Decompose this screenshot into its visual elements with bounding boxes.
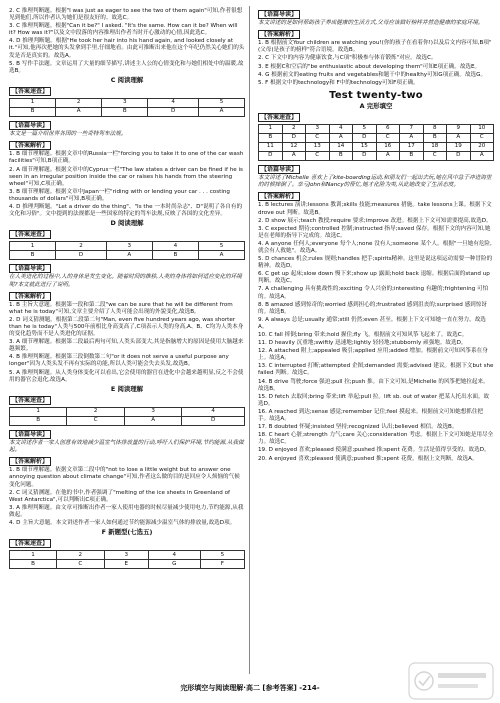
detail-line: 15. D fetch 去取回;bring 带来;lift 举起;pull 拉。lift sb. out of water 把某人托出水面。故选D。 [258,393,490,407]
table-cell: 1 [10,551,57,560]
detail-line: 3. E 根据C和空后的"be enthusiastic about developing them"可知E项正确。故选E。 [258,63,481,70]
table-cell: A [282,152,306,161]
detail-line: 2. C 词义猜测题。在他的书中,作者强调了"melting of the ice sheets in Greenland of West Antarctica",可以判断出C项正确。 [9,489,230,503]
table-cell: C [57,560,105,569]
table-cell: 2 [56,242,107,251]
table-cell: A [125,416,182,425]
table-cell: D [148,108,199,117]
detail-line: 12. A attached 附上;appealed 吸引;applied 应用;added 增加。根据前文可知风筝系在身上。故选A。 [258,348,488,362]
table-cell: D [56,251,107,260]
guide-label: 【语篇导读】 [258,10,300,19]
table-cell: C [470,134,494,143]
guide-text: 本文是一篇介绍世界各国的一些奇特驾车法规。 [9,131,127,138]
guide-text: 在人类进化的过程中,人的身体是发生变化。随着时间的推移,人类的身体将如何适应变化的环境呢?本文就此进行了说明。 [9,274,242,288]
table-cell: 15 [353,143,377,152]
detail-line: 9. A always 总是;usually 通常;still 仍然;even 甚至。根据上下文可知她一直在努力。故选A。 [258,316,486,330]
table-cell: 19 [447,143,471,152]
answer-table-d [9,241,245,260]
answer-table-c [9,98,245,117]
table-cell: 10 [470,125,494,134]
table-cell: 1 [10,407,67,416]
table-cell: A [56,108,102,117]
table-cell: A [329,134,353,143]
table-cell: 7 [400,125,424,134]
guide-label: 【语篇导读】 [9,121,51,130]
section-a-title: A 完形填空 [359,101,393,110]
table-cell: 3 [125,407,182,416]
table-cell: D [282,134,306,143]
section-c-title: C 阅读理解 [110,75,144,84]
table-cell: A [106,251,152,260]
answer-check-label: 【答案速查】 [9,539,51,548]
table-cell: D [353,152,377,161]
section-e-title: E 阅读理解 [110,384,144,393]
detail-line: 4. A anyone 任何人;everyone 每个人;none 没有人;someone 某个人。根据"一旦她有危险,就会有人救她"。故选A。 [258,240,492,254]
detail-line: 3. C expected 期待;controlled 控制;instructed 指导;saved 保存。根据下文的内容可知,她是在老师的指导下完成的。故选C。 [258,225,491,239]
detail-line: 5. F 根据文中的technology和 F中的technology可知F项正确。 [258,79,419,86]
table-cell: 3 [306,125,330,134]
detail-line: 2. D 词义猜测题。根据第二段第二句"Man, even five hundred years ago, was shorter than he is today"人类与500年前相比身高变高了,C项表示人类的身高,A、B、C均为人类本身的变化趋势而不是人类进化的证据。 [9,316,244,338]
table-cell: G [148,560,200,569]
left-column [9,8,245,571]
test-title: Test twenty-two [329,89,423,101]
answer-table-e [9,407,245,426]
detail-line: 8. B amazed 感到惊奇的;worried 感到担心的;frustrated 感到沮丧的;surprised 感到惊讶的。故选B。 [258,301,487,315]
table-cell: A [400,134,424,143]
table-cell: B [400,152,424,161]
detail-line: 3. A 推理判断题。由文章可推断出作者一家人使用电器的时候尽量减少使用电力,节约能源,从我做起。 [9,504,244,518]
guide-text: 本文讲述了Michelle 喜欢上了kite-boarding运动,和朋友们一起出去玩,她在风中急于冲进海里的时候摔倒了。幸亏John和Nancy的帮忙,她才化险为夷,从此她改变了生活态度。 [258,175,492,189]
table-cell: A [376,152,400,161]
detail-label: 【答案解析】 [9,141,51,150]
table-cell: 2 [282,125,306,134]
table-cell: C [376,134,400,143]
table-cell: 9 [447,125,471,134]
table-cell: 11 [259,143,283,152]
table-cell: C [306,152,330,161]
table-cell: 2 [56,99,102,108]
detail-line: 11. D heavily 沉重地;swiftly 迅速地;lightly 轻轻地;stubbornly 顽强地。故选D。 [258,340,467,347]
table-cell: 3 [106,242,152,251]
detail-line: 10. C fall 摔倒;bring 带来;hold 握住;fly 飞。根据前文可知风筝飞起来了。故选C。 [258,332,468,338]
detail-line: 2. A 细节理解题。根据文章中的Cyprus一栏"The law states a driver can be fined if he is seen in an irregular position inside the car or raises his hands from the steering wheel"可知,C项正确。 [9,166,243,187]
intro-line: 5. B 写作手法题。文章运用了大量的细节描写,讲述主人公的心情变化和与她们相处中的温暖,故选B。 [9,60,244,74]
detail-line: 2. C 下文中的内容为健康饮食,与C项"积极参与体育锻炼"对应。故选C。 [258,55,437,62]
detail-line: 5. A 推理判断题。从人类身体变化可以看出,它会使用的器官在进化中会越来越明显,反之不会使用的器官会退化,故选A。 [9,369,244,383]
table-cell: A [447,134,471,143]
guide-label: 【语篇导读】 [9,264,51,273]
table-cell: B [10,251,56,260]
guide-label: 【语篇导读】 [258,165,300,174]
table-cell: A [198,251,244,260]
detail-line: 16. A reached 到达;sense 感觉;remember 记住;feel 摸起来。根据前文可知她想抓住把手。故选A。 [258,408,484,423]
table-cell: D [182,416,245,425]
table-cell: 4 [148,551,200,560]
table-cell: B [329,152,353,161]
table-cell: 8 [423,125,447,134]
detail-label: 【答案解析】 [258,30,300,39]
table-cell: 14 [329,143,353,152]
table-cell: F [200,560,244,569]
intro-line: 2. C 推理判断题。根据"I was just as eager to see the two of them again"可知,作者很想见到他们,所以作者认为她们是很友好的。故选C。 [9,8,243,22]
table-cell: B [10,416,67,425]
table-cell: 1 [259,125,283,134]
table-cell: 3 [102,99,148,108]
table-cell: B [10,560,57,569]
detail-line: 1. B 细节理解题。根据文章中的Russia一栏"forcing you to take it to one of the car wash facilities"可知,B项正确。 [9,151,244,165]
detail-label: 【答案解析】 [9,457,51,466]
table-cell: 3 [104,551,148,560]
detail-line: 5. D chances 机会;rules 规则;handles 把手;spirits精神。这里是说这项运动需要一种冒险的精神。故选D。 [258,256,493,270]
detail-line: 17. B doubted 怀疑;insisted 坚持;recognized 认出;believed 相信。故选B。 [258,424,458,431]
table-cell: 16 [376,143,400,152]
table-cell: 2 [67,407,125,416]
intro-line: 4. D 推理判断题。根据"He took her hair into his hand again, and looked closely at it."可知,他再次把她的头发拿到手里,仔细地看。由此可推断出来他在这个年纪仍然关心她们的头发是否是真实的。故选A。 [9,38,245,59]
table-cell: 1 [10,242,56,251]
detail-line: 3. B 细节理解题。根据文章中Japan一栏"riding with or lending your car . . . costing thousands of dollars"可知,B项正确。 [9,188,230,202]
detail-label: 【答案解析】 [9,292,51,301]
table-cell: C [67,416,125,425]
detail-label: 【答案解析】 [258,192,300,201]
table-cell: B [10,108,56,117]
table-cell: 4 [182,407,245,416]
detail-line: 4. G 根据前文的eating fruits and vegetables和题干中的healthy可知G项正确。故选G。 [258,71,487,78]
table-cell: 17 [400,143,424,152]
answer-check-label: 【答案速查】 [9,87,51,96]
detail-line: 7. A challenging 具有挑战性的;exciting 令人兴奋的;interesting 有趣的;frightening 可怕的。故选A。 [258,286,489,300]
detail-line: 13. C interrupted 打断;attempted 企图;demanded 需要;advised 建议。根据下文but she failed 判断。故选C。 [258,363,494,377]
guide-text: 本文讲述作者一家人创意有效地减少温室气体排放量的行动,呼吁人们保护环境,节约能源,从我做起。 [9,440,244,454]
detail-line: 1. B lectures 演讲;lessons 教训;skills 技能;measures 措施。take lessons上课。根据下文drove out 判断。故选B。 [258,202,492,216]
detail-line: 3. A 细节理解题。根据第二段最后两句可知,人类头部变大,其是指脑增大的原因是使用大脑越来越频繁。 [9,339,244,353]
watermark-logo [408,661,494,701]
table-cell: 6 [376,125,400,134]
guide-label: 【语篇导读】 [9,430,51,439]
table-cell: 20 [470,143,494,152]
answer-check-label: 【答案速查】 [258,113,300,122]
answer-check-label: 【答案速查】 [9,230,51,239]
detail-line: 20. A enjoyed 喜欢;pleased 使满意;pushed 推;spent 花费。根据上文判断。故选A。 [258,455,478,462]
detail-line: 4. D 推理判断题。"Let a driver do the thing"、"Is the 一本时尚杂志"、D"说明了各自有的文化和习俗"。文中提到的法规都是一些国家的特定的驾车法规,反映了各国的文化差异。 [9,203,243,218]
table-cell: D [447,152,471,161]
table-cell: 13 [306,143,330,152]
answer-table-f [9,550,245,569]
table-cell: B [259,134,283,143]
detail-line: 1. B 主旨大意题。根据第一段和第二段"we can be sure that he will be different from what he is today"可知,文章主要介绍了人类可能会出现的外貌变化,故选B。 [9,301,233,315]
table-cell: B [423,134,447,143]
right-column [258,8,494,464]
column-divider [249,6,250,674]
table-cell: 5 [353,125,377,134]
table-cell: 5 [198,242,244,251]
table-cell: A [470,152,494,161]
detail-line: 1. B 细节理解题。依据文章第二段中的"not to lose a little weight but to answer one annoying question about climate change"可知,作者这么做的目的是回应令人烦恼的气候变化问题。 [9,467,240,488]
detail-line: 19. D enjoyed 喜欢;pleased 使满意;pushed 推;spent 花费。生活是值得享受的。故选D。 [258,447,490,454]
table-cell: 12 [282,143,306,152]
detail-line: 14. B drive 驾驶;force 强迫;pull 拉;push 推。由下文可知,是Michelle 的风筝把她拉起来。故选B。 [258,378,489,392]
intro-line: 3. C 推理判断题。根据"Can it be?" I asked. "It's the same. How can it be? When will it? How was it?"以及文中段落的内容推理出作者当时开心激动的心情,因此选C。 [9,23,238,37]
table-cell: D [353,134,377,143]
section-f-title: F 新题型(七选五) [101,528,153,537]
page-footer: 完形填空与阅读理解·高二 [参考答案] -214- [180,684,320,692]
table-cell: 1 [10,99,56,108]
detail-line: 4. B 推理判断题。根据第三段倒数第二句"or it does not serve a useful purpose any longer"因为人类头发不再有实际的功能,所以人类可能会失去头发,故选B。 [9,354,229,368]
table-cell: C [306,134,330,143]
table-cell: 4 [148,99,199,108]
table-cell: B [152,251,198,260]
detail-line: 18. C heart 心脏;strength 力气;care 关心;consideration 考虑。根据上下文可知她是用尽全力。故选C。 [258,432,494,446]
section-d-title: D 阅读理解 [110,219,144,228]
answer-check-label: 【答案速查】 [9,396,51,405]
table-cell: E [104,560,148,569]
table-cell: 5 [198,99,244,108]
detail-line: 1. B 根据前文Your children are watching you!(你的孩子在看着你!)以及后文内容可知,B项"(父母)是孩子的榜样"符合语境。故选B。 [258,40,492,54]
answer-table-cloze [258,124,494,161]
detail-line: 2. D show 展示;teach 教授;require 要求;improve 改进。根据上下文可知需要提高,故选D。 [258,217,492,224]
table-cell: A [198,108,244,117]
intro-answers [9,8,245,75]
detail-line: 4. D 主旨大意题。本文讲述作者一家人如何通过节约能源减少温室气体的排放量,故选D项。 [9,519,236,526]
table-cell: B [102,108,148,117]
table-cell: 4 [152,242,198,251]
table-cell: D [259,152,283,161]
table-cell: C [423,152,447,161]
detail-line: 6. C get up 起床;slow down 慢下来;show up 露面;hold back 退缩。根据后面的stand up 判断。故选C。 [258,271,490,285]
table-cell: 5 [200,551,244,560]
table-cell: 2 [57,551,105,560]
guide-text: 本文讲述的是如何帮助孩子养成健康的生活方式,父母应该做好榜样并营造健康的家庭环境。 [258,20,484,27]
table-cell: 18 [423,143,447,152]
table-cell: 4 [329,125,353,134]
